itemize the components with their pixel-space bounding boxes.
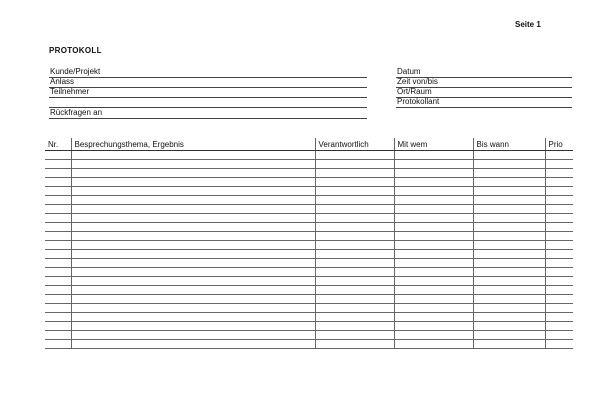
table-cell[interactable]: [45, 241, 71, 250]
table-cell[interactable]: [545, 169, 573, 178]
field-label: Rückfragen an: [50, 108, 103, 117]
table-cell[interactable]: [473, 295, 545, 304]
table-header-row: [45, 138, 573, 151]
table-cell[interactable]: [394, 160, 473, 169]
table-cell[interactable]: [394, 304, 473, 313]
table-cell[interactable]: [545, 250, 573, 259]
table-row: [45, 295, 573, 304]
table-cell[interactable]: [45, 286, 71, 295]
table-cell[interactable]: [71, 331, 315, 340]
table-cell[interactable]: [473, 241, 545, 250]
table-cell[interactable]: [315, 223, 394, 232]
table-cell[interactable]: [473, 232, 545, 241]
field-rueckfragen-an[interactable]: [49, 108, 367, 119]
table-cell[interactable]: [545, 304, 573, 313]
page-number: Seite 1: [515, 20, 541, 29]
table-cell[interactable]: [394, 259, 473, 268]
table-cell[interactable]: [45, 196, 71, 205]
table-cell[interactable]: [45, 232, 71, 241]
table-cell[interactable]: [45, 322, 71, 331]
table-row: [45, 250, 573, 259]
table-cell[interactable]: [71, 277, 315, 286]
table-cell[interactable]: [473, 169, 545, 178]
table-cell[interactable]: [45, 295, 71, 304]
table-cell[interactable]: [315, 151, 394, 160]
table-cell[interactable]: [473, 223, 545, 232]
field-label: Kunde/Projekt: [50, 67, 101, 76]
table-cell[interactable]: [315, 313, 394, 322]
table-cell[interactable]: [545, 340, 573, 349]
table-cell[interactable]: [394, 286, 473, 295]
table-cell[interactable]: [394, 277, 473, 286]
table-cell[interactable]: [473, 286, 545, 295]
table-cell[interactable]: [473, 160, 545, 169]
table-cell[interactable]: [545, 196, 573, 205]
column-header-priority: Prio: [545, 138, 573, 151]
table-cell[interactable]: [545, 259, 573, 268]
table-cell[interactable]: [315, 232, 394, 241]
table-cell[interactable]: [315, 322, 394, 331]
table-cell[interactable]: [473, 268, 545, 277]
table-cell[interactable]: [545, 277, 573, 286]
table-cell[interactable]: [45, 259, 71, 268]
page-title: PROTOKOLL: [49, 46, 102, 55]
table-cell[interactable]: [473, 277, 545, 286]
table-cell[interactable]: [473, 322, 545, 331]
table-row: [45, 214, 573, 223]
table-cell[interactable]: [315, 187, 394, 196]
table-cell[interactable]: [71, 151, 315, 160]
table-cell[interactable]: [45, 151, 71, 160]
field-label: Datum: [397, 67, 421, 76]
table-cell[interactable]: [71, 223, 315, 232]
table-cell[interactable]: [45, 277, 71, 286]
table-cell[interactable]: [71, 340, 315, 349]
field-protokollant[interactable]: [396, 97, 572, 108]
table-cell[interactable]: [45, 214, 71, 223]
column-header-nr: Nr.: [45, 138, 71, 151]
field-label: Zeit von/bis: [397, 77, 438, 86]
table-cell[interactable]: [545, 331, 573, 340]
table-row: [45, 340, 573, 349]
table-cell[interactable]: [545, 214, 573, 223]
table-cell[interactable]: [71, 187, 315, 196]
table-cell[interactable]: [315, 340, 394, 349]
table-cell[interactable]: [71, 160, 315, 169]
table-row: [45, 178, 573, 187]
column-header-topic: Besprechungsthema, Ergebnis: [71, 138, 315, 151]
table-cell[interactable]: [394, 250, 473, 259]
table-cell[interactable]: [545, 286, 573, 295]
table-cell[interactable]: [545, 187, 573, 196]
table-cell[interactable]: [45, 223, 71, 232]
table-cell[interactable]: [545, 322, 573, 331]
table-row: [45, 241, 573, 250]
table-cell[interactable]: [315, 286, 394, 295]
table-cell[interactable]: [545, 160, 573, 169]
table-cell[interactable]: [45, 250, 71, 259]
table-cell[interactable]: [71, 250, 315, 259]
field-label: Anlass: [50, 77, 75, 86]
table-cell[interactable]: [394, 268, 473, 277]
table-row: [45, 259, 573, 268]
table-cell[interactable]: [545, 232, 573, 241]
table-cell[interactable]: [45, 304, 71, 313]
field-label: Teilnehmer: [50, 87, 90, 96]
table-cell[interactable]: [394, 151, 473, 160]
table-cell[interactable]: [71, 205, 315, 214]
table-cell[interactable]: [473, 313, 545, 322]
table-cell[interactable]: [394, 187, 473, 196]
field-label: [49, 97, 50, 106]
table-cell[interactable]: [394, 223, 473, 232]
table-body: [45, 151, 573, 349]
table-cell[interactable]: [394, 196, 473, 205]
table-cell[interactable]: [473, 250, 545, 259]
table-cell[interactable]: [71, 268, 315, 277]
table-cell[interactable]: [394, 205, 473, 214]
table-cell[interactable]: [71, 169, 315, 178]
table-row: [45, 187, 573, 196]
table-row: [45, 151, 573, 160]
table-row: [45, 196, 573, 205]
table-cell[interactable]: [315, 304, 394, 313]
table-row: [45, 268, 573, 277]
table-cell[interactable]: [473, 214, 545, 223]
column-header-responsible: Verantwortlich: [315, 138, 394, 151]
table-cell[interactable]: [71, 304, 315, 313]
table-cell[interactable]: [71, 313, 315, 322]
table-cell[interactable]: [473, 187, 545, 196]
table-cell[interactable]: [45, 160, 71, 169]
table-cell[interactable]: [473, 151, 545, 160]
table-cell[interactable]: [315, 178, 394, 187]
table-row: [45, 169, 573, 178]
table-cell[interactable]: [473, 205, 545, 214]
table-cell[interactable]: [71, 178, 315, 187]
table-cell[interactable]: [394, 313, 473, 322]
table-cell[interactable]: [71, 259, 315, 268]
table-cell[interactable]: [473, 259, 545, 268]
table-row: [45, 331, 573, 340]
table-row: [45, 223, 573, 232]
table-cell[interactable]: [545, 268, 573, 277]
table-cell[interactable]: [45, 331, 71, 340]
table-cell[interactable]: [315, 250, 394, 259]
table-cell[interactable]: [71, 232, 315, 241]
field-label: Protokollant: [397, 97, 440, 106]
table-cell[interactable]: [71, 286, 315, 295]
table-cell[interactable]: [45, 313, 71, 322]
column-header-with-whom: Mit wem: [394, 138, 473, 151]
table-cell[interactable]: [71, 295, 315, 304]
table-cell[interactable]: [545, 223, 573, 232]
table-cell[interactable]: [315, 295, 394, 304]
table-cell[interactable]: [45, 169, 71, 178]
table-cell[interactable]: [71, 241, 315, 250]
table-cell[interactable]: [473, 178, 545, 187]
table-row: [45, 232, 573, 241]
table-cell[interactable]: [545, 205, 573, 214]
table-cell[interactable]: [473, 304, 545, 313]
table-row: [45, 322, 573, 331]
table-cell[interactable]: [394, 322, 473, 331]
table-cell[interactable]: [315, 259, 394, 268]
table-row: [45, 286, 573, 295]
table-cell[interactable]: [394, 232, 473, 241]
table-cell[interactable]: [315, 205, 394, 214]
table-cell[interactable]: [45, 268, 71, 277]
table-cell[interactable]: [71, 196, 315, 205]
table-row: [45, 205, 573, 214]
table-cell[interactable]: [315, 241, 394, 250]
table-row: [45, 160, 573, 169]
table-cell[interactable]: [45, 340, 71, 349]
column-header-due-date: Bis wann: [473, 138, 545, 151]
table-row: [45, 277, 573, 286]
table-cell[interactable]: [394, 178, 473, 187]
table-cell[interactable]: [545, 151, 573, 160]
field-teilnehmer-continued[interactable]: [49, 97, 367, 108]
table-cell[interactable]: [473, 196, 545, 205]
table-cell[interactable]: [315, 196, 394, 205]
minutes-table: [45, 138, 573, 349]
table-cell[interactable]: [473, 331, 545, 340]
table-cell[interactable]: [394, 169, 473, 178]
table-cell[interactable]: [394, 340, 473, 349]
table-cell[interactable]: [394, 214, 473, 223]
table-cell[interactable]: [315, 268, 394, 277]
table-cell[interactable]: [545, 178, 573, 187]
table-cell[interactable]: [473, 340, 545, 349]
table-cell[interactable]: [315, 331, 394, 340]
table-cell[interactable]: [71, 214, 315, 223]
table-cell[interactable]: [394, 331, 473, 340]
table-cell[interactable]: [545, 313, 573, 322]
table-cell[interactable]: [315, 160, 394, 169]
table-cell[interactable]: [315, 277, 394, 286]
table-cell[interactable]: [45, 187, 71, 196]
table-row: [45, 304, 573, 313]
table-cell[interactable]: [45, 178, 71, 187]
field-label: Ort/Raum: [397, 87, 432, 96]
table-cell[interactable]: [545, 295, 573, 304]
table-cell[interactable]: [71, 322, 315, 331]
table-cell[interactable]: [545, 241, 573, 250]
table-cell[interactable]: [394, 295, 473, 304]
table-row: [45, 313, 573, 322]
table-cell[interactable]: [315, 169, 394, 178]
table-cell[interactable]: [394, 241, 473, 250]
table-cell[interactable]: [45, 205, 71, 214]
table-cell[interactable]: [315, 214, 394, 223]
